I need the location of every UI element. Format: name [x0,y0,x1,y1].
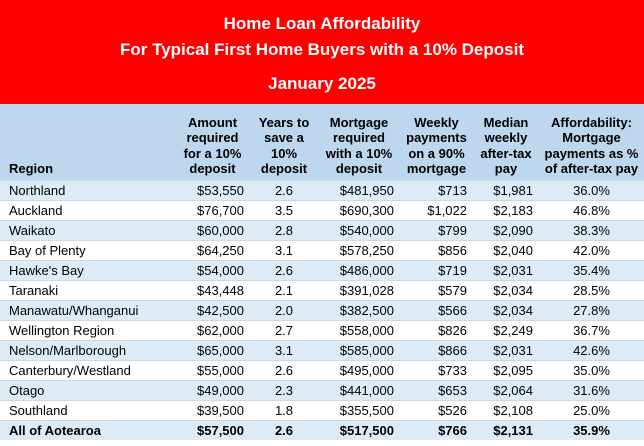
mortgage-cell: $585,000 [318,340,400,360]
column-header-weekly-payments: Weekly payments on a 90% mortgage [400,104,473,180]
table-row [0,320,644,340]
years-cell: 3.1 [250,240,318,260]
table-row [0,260,644,280]
weekly-payment-cell: $1,022 [400,200,473,220]
years-cell: 2.6 [250,420,318,440]
region-cell: Southland [0,400,175,420]
weekly-payment-cell: $826 [400,320,473,340]
mortgage-cell: $690,300 [318,200,400,220]
years-cell: 1.8 [250,400,318,420]
mortgage-cell: $540,000 [318,220,400,240]
column-header-deposit: Amount required for a 10% deposit [175,104,250,180]
years-cell: 2.1 [250,280,318,300]
years-cell: 2.0 [250,300,318,320]
region-cell: Hawke's Bay [0,260,175,280]
table-row [0,300,644,320]
weekly-payment-cell: $866 [400,340,473,360]
header-row [0,104,644,180]
deposit-cell: $53,550 [175,180,250,200]
region-cell: Bay of Plenty [0,240,175,260]
years-cell: 2.6 [250,260,318,280]
years-cell: 2.8 [250,220,318,240]
weekly-payment-cell: $733 [400,360,473,380]
table-row [0,360,644,380]
table-row [0,240,644,260]
years-cell: 3.5 [250,200,318,220]
total-row [0,420,644,440]
mortgage-cell: $382,500 [318,300,400,320]
median-pay-cell: $2,095 [473,360,539,380]
mortgage-cell: $486,000 [318,260,400,280]
table-row [0,400,644,420]
affordability-cell: 27.8% [539,300,644,320]
deposit-cell: $64,250 [175,240,250,260]
years-cell: 3.1 [250,340,318,360]
median-pay-cell: $2,131 [473,420,539,440]
table-row [0,220,644,240]
region-cell: Northland [0,180,175,200]
weekly-payment-cell: $526 [400,400,473,420]
median-pay-cell: $1,981 [473,180,539,200]
affordability-cell: 28.5% [539,280,644,300]
affordability-table [0,104,644,440]
affordability-cell: 31.6% [539,380,644,400]
deposit-cell: $43,448 [175,280,250,300]
region-cell: Wellington Region [0,320,175,340]
years-cell: 2.7 [250,320,318,340]
affordability-cell: 46.8% [539,200,644,220]
median-pay-cell: $2,090 [473,220,539,240]
median-pay-cell: $2,031 [473,260,539,280]
region-cell: Taranaki [0,280,175,300]
column-header-median-pay: Median weekly after-tax pay [473,104,539,180]
page-subtitle: For Typical First Home Buyers with a 10% Deposit [119,40,524,59]
deposit-cell: $62,000 [175,320,250,340]
table-row [0,200,644,220]
column-header-mortgage: Mortgage required with a 10% deposit [318,104,400,180]
mortgage-cell: $481,950 [318,180,400,200]
affordability-cell: 35.0% [539,360,644,380]
deposit-cell: $39,500 [175,400,250,420]
table-row [0,280,644,300]
column-header-years: Years to save a 10% deposit [250,104,318,180]
page-title: Home Loan Affordability [223,14,421,33]
table-row [0,180,644,200]
years-cell: 2.6 [250,360,318,380]
median-pay-cell: $2,031 [473,340,539,360]
weekly-payment-cell: $799 [400,220,473,240]
deposit-cell: $60,000 [175,220,250,240]
mortgage-cell: $517,500 [318,420,400,440]
median-pay-cell: $2,034 [473,300,539,320]
mortgage-cell: $558,000 [318,320,400,340]
region-cell: Waikato [0,220,175,240]
affordability-cell: 38.3% [539,220,644,240]
affordability-cell: 25.0% [539,400,644,420]
median-pay-cell: $2,249 [473,320,539,340]
median-pay-cell: $2,040 [473,240,539,260]
region-cell: Canterbury/Westland [0,360,175,380]
median-pay-cell: $2,183 [473,200,539,220]
median-pay-cell: $2,034 [473,280,539,300]
title-banner [0,0,644,104]
region-cell: Manawatu/Whanganui [0,300,175,320]
median-pay-cell: $2,108 [473,400,539,420]
years-cell: 2.6 [250,180,318,200]
column-header-region: Region [0,104,175,180]
mortgage-cell: $391,028 [318,280,400,300]
deposit-cell: $57,500 [175,420,250,440]
weekly-payment-cell: $766 [400,420,473,440]
report-date: January 2025 [268,74,376,93]
table-row [0,340,644,360]
affordability-cell: 35.9% [539,420,644,440]
years-cell: 2.3 [250,380,318,400]
affordability-cell: 36.7% [539,320,644,340]
deposit-cell: $49,000 [175,380,250,400]
mortgage-cell: $578,250 [318,240,400,260]
table-row [0,380,644,400]
weekly-payment-cell: $579 [400,280,473,300]
weekly-payment-cell: $713 [400,180,473,200]
median-pay-cell: $2,064 [473,380,539,400]
weekly-payment-cell: $719 [400,260,473,280]
region-cell: Nelson/Marlborough [0,340,175,360]
affordability-cell: 35.4% [539,260,644,280]
mortgage-cell: $355,500 [318,400,400,420]
affordability-cell: 42.6% [539,340,644,360]
mortgage-cell: $441,000 [318,380,400,400]
deposit-cell: $76,700 [175,200,250,220]
region-cell: Otago [0,380,175,400]
weekly-payment-cell: $566 [400,300,473,320]
affordability-cell: 36.0% [539,180,644,200]
region-cell: All of Aotearoa [0,420,175,440]
weekly-payment-cell: $856 [400,240,473,260]
table-body [0,180,644,440]
column-header-affordability: Affordability: Mortgage payments as % of after-tax pay [539,104,644,180]
region-cell: Auckland [0,200,175,220]
weekly-payment-cell: $653 [400,380,473,400]
deposit-cell: $55,000 [175,360,250,380]
deposit-cell: $65,000 [175,340,250,360]
deposit-cell: $54,000 [175,260,250,280]
affordability-cell: 42.0% [539,240,644,260]
deposit-cell: $42,500 [175,300,250,320]
mortgage-cell: $495,000 [318,360,400,380]
